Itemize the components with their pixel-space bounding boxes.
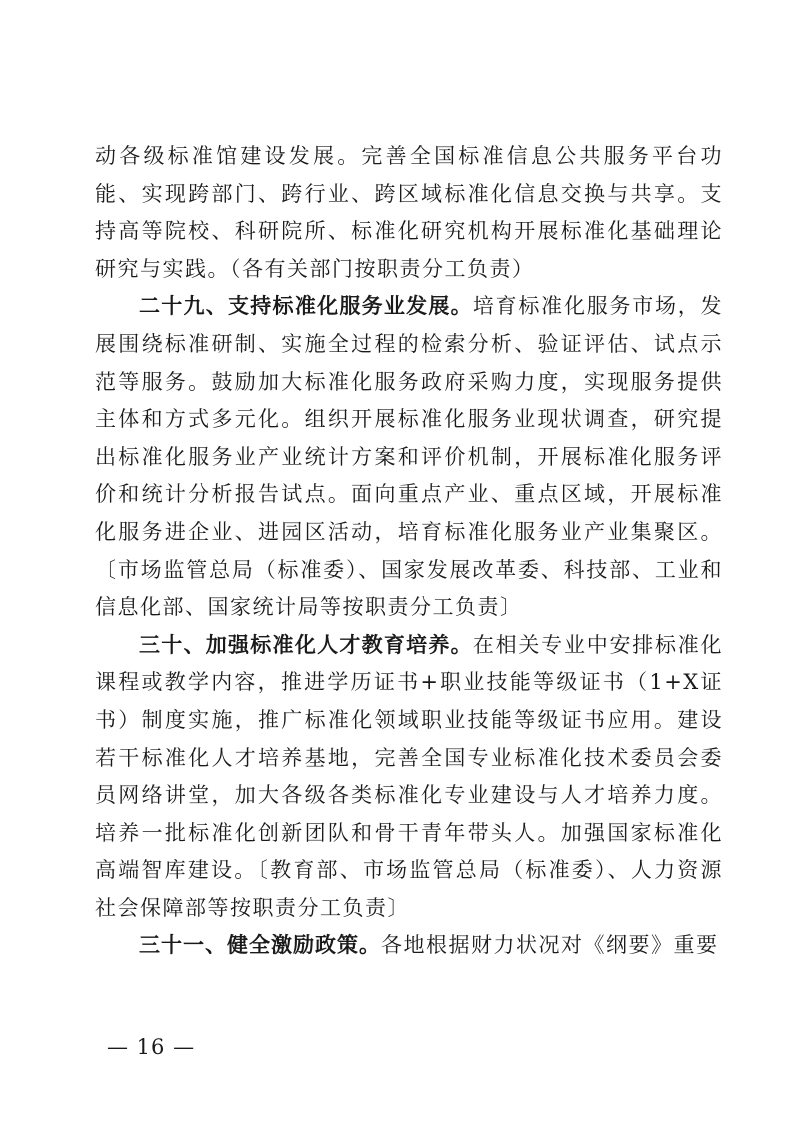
paragraph-body: 培育标准化服务市场，发展围绕标准研制、实施全过程的检索分析、验证评估、试点示范等服务。鼓励加大标准化服务政府采购力度，实现服务提供主体和方式多元化。组织开展标准化服务业现状调查，研究提出标准化服务业产业统计方案和评价机制，开展标准化服务评价和统计分析报告试点。面向重点产业、重点区域，开展标准化服务进企业、进园区活动，培育标准化服务业产业集聚区。〔市场监管总局（标准委）、国家发展改革委、科技部、工业和信息化部、国家统计局等按职责分工负责〕 — [95, 294, 724, 620]
paragraph-article-29 — [95, 288, 723, 626]
paragraph-body: 在相关专业中安排标准化课程或教学内容，推进学历证书+职业技能等级证书（1+X证书）制度实施，推广标准化领域职业技能等级证书应用。建设若干标准化人才培养基地，完善全国专业标准化技术委员会委员网络讲堂，加大各级各类标准化专业建设与人才培养力度。培养一批标准化创新团队和骨干青年带头人。加强国家标准化高端智库建设。〔教育部、市场监管总局（标准委）、人力资源社会保障部等按职责分工负责〕 — [95, 632, 724, 920]
article-heading: 三十一、健全激励政策。 — [139, 933, 381, 958]
paragraph-article-31 — [95, 927, 723, 965]
paragraph-body: 各地根据财力状况对《纲要》重要 — [381, 933, 719, 958]
paragraph-article-30 — [95, 627, 723, 928]
article-heading: 三十、加强标准化人才教育培养。 — [139, 632, 473, 657]
paragraph-continuation — [95, 138, 723, 288]
page-number: — 16 — — [107, 1035, 196, 1059]
article-heading: 二十九、支持标准化服务业发展。 — [139, 294, 473, 319]
document-body — [95, 138, 723, 965]
paragraph-body: 动各级标准馆建设发展。完善全国标准信息公共服务平台功能、实现跨部门、跨行业、跨区域标准化信息交换与共享。支持高等院校、科研院所、标准化研究机构开展标准化基础理论研究与实践。（各有关部门按职责分工负责） — [95, 144, 723, 281]
